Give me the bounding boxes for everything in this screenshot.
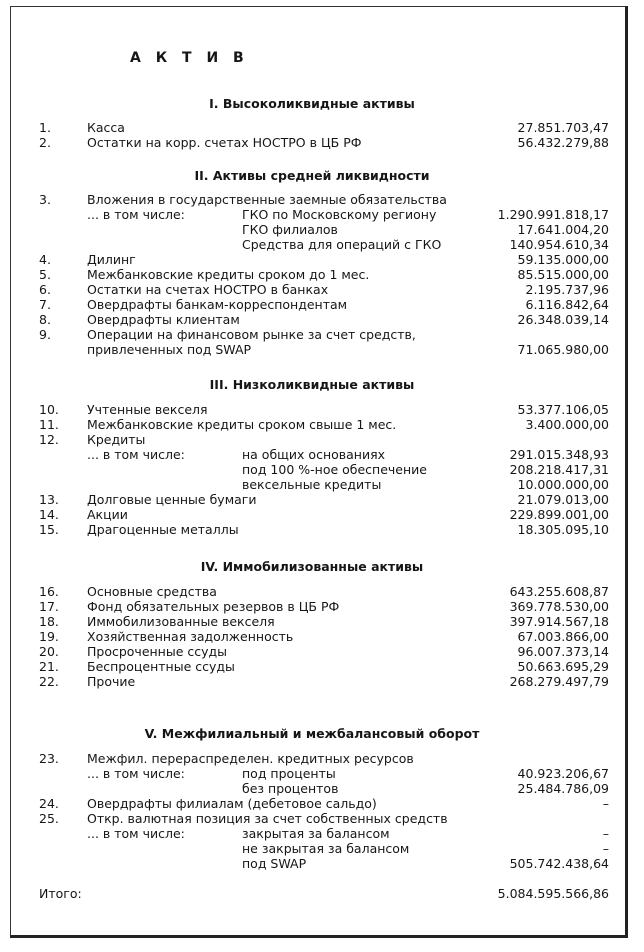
table-row: 12. Кредиты xyxy=(39,432,146,447)
table-row: 5. Межбанковские кредиты сроком до 1 мес. 85.515.000,00 xyxy=(39,267,609,282)
total-row xyxy=(0,886,644,901)
table-row: под SWAP 505.742.438,64 xyxy=(242,856,609,871)
table-row: 24. Овердрафты филиалам (дебетовое сальдо) – xyxy=(39,796,609,811)
section-3-heading: III. Низколиквидные активы xyxy=(209,377,415,392)
table-row: 3. Вложения в государственные заемные обязательства xyxy=(39,192,447,207)
table-row: 6. Остатки на счетах НОСТРО в банках 2.195.737,96 xyxy=(39,282,609,297)
table-row: 10. Учтенные векселя 53.377.106,05 xyxy=(39,402,609,417)
section-4-heading: IV. Иммобилизованные активы xyxy=(200,559,424,574)
table-row: 8. Овердрафты клиентам 26.348.039,14 xyxy=(39,312,609,327)
section-2-heading: II. Активы средней ликвидности xyxy=(194,168,430,183)
table-row: 15. Драгоценные металлы 18.305.095,10 xyxy=(39,522,609,537)
table-row: ... в том числе: ГКО по Московскому региону 1.290.991.818,17 xyxy=(87,207,609,222)
table-row: 17. Фонд обязательных резервов в ЦБ РФ 369.778.530,00 xyxy=(39,599,609,614)
table-row: под 100 %-ное обеспечение 208.218.417,31 xyxy=(242,462,609,477)
table-row: Средства для операций с ГКО 140.954.610,34 xyxy=(242,237,609,252)
table-row: вексельные кредиты 10.000.000,00 xyxy=(242,477,609,492)
table-row: 4. Дилинг 59.135.000,00 xyxy=(39,252,609,267)
table-row: 1. Касса 27.851.703,47 xyxy=(39,120,609,135)
total-value: 5.084.595.566,86 xyxy=(497,886,609,901)
table-row: 14. Акции 229.899.001,00 xyxy=(39,507,609,522)
table-row: не закрытая за балансом – xyxy=(242,841,609,856)
table-row: привлеченных под SWAP 71.065.980,00 xyxy=(87,342,609,357)
table-row: 20. Просроченные ссуды 96.007.373,14 xyxy=(39,644,609,659)
table-row: ... в том числе: закрытая за балансом – xyxy=(87,826,609,841)
section-1-heading: I. Высоколиквидные активы xyxy=(209,96,415,111)
table-row: 18. Иммобилизованные векселя 397.914.567,18 xyxy=(39,614,609,629)
table-row: ... в том числе: под проценты 40.923.206,67 xyxy=(87,766,609,781)
table-row: 22. Прочие 268.279.497,79 xyxy=(39,674,609,689)
page-title: А К Т И В xyxy=(130,50,249,66)
table-row: 21. Беспроцентные ссуды 50.663.695,29 xyxy=(39,659,609,674)
table-row: 25. Откр. валютная позиция за счет собственных средств xyxy=(39,811,448,826)
total-label: Итого: xyxy=(39,886,82,901)
table-row: 7. Овердрафты банкам-корреспондентам 6.116.842,64 xyxy=(39,297,609,312)
table-row: 19. Хозяйственная задолженность 67.003.866,00 xyxy=(39,629,609,644)
table-row: 23. Межфил. перераспределен. кредитных ресурсов xyxy=(39,751,414,766)
section-5-heading: V. Межфилиальный и межбалансовый оборот xyxy=(144,726,480,741)
table-row: 11. Межбанковские кредиты сроком свыше 1 мес. 3.400.000,00 xyxy=(39,417,609,432)
table-row: 13. Долговые ценные бумаги 21.079.013,00 xyxy=(39,492,609,507)
table-row: 9. Операции на финансовом рынке за счет средств, xyxy=(39,327,416,342)
table-row: без процентов 25.484.786,09 xyxy=(242,781,609,796)
table-row: 2. Остатки на корр. счетах НОСТРО в ЦБ РФ 56.432.279,88 xyxy=(39,135,609,150)
table-row: ГКО филиалов 17.641.004,20 xyxy=(242,222,609,237)
table-row: ... в том числе: на общих основаниях 291.015.348,93 xyxy=(87,447,609,462)
table-row: 16. Основные средства 643.255.608,87 xyxy=(39,584,609,599)
